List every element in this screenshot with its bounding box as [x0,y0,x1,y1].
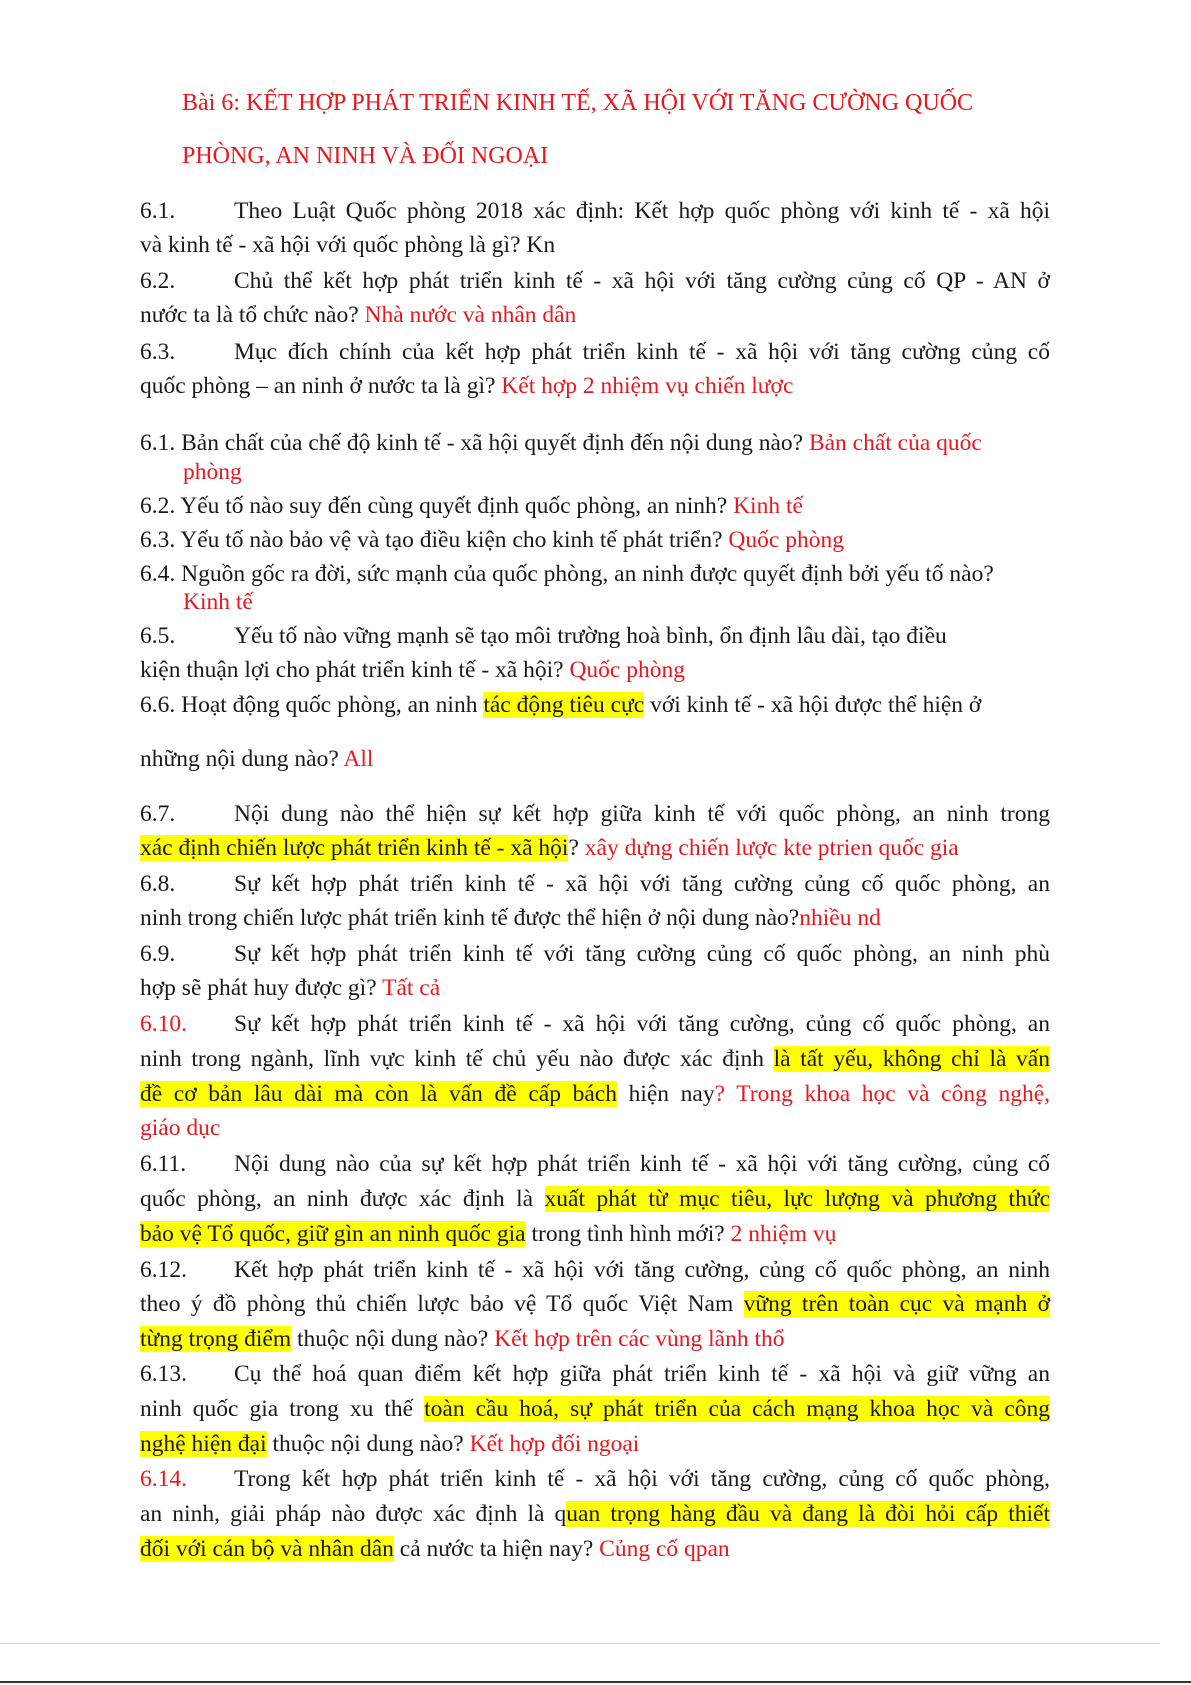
question-6-3-line-2 [140,369,793,403]
item-6-2 [140,489,803,523]
highlighted-text: tác động tiêu cực [483,692,645,718]
highlighted-text: bảo vệ Tổ quốc, giữ gìn an ninh quốc gia [140,1221,526,1247]
item-6-12-line-3 [140,1322,785,1356]
question-text: với kinh tế - xã hội được thể hiện ở [644,692,982,718]
question-text: ? [568,835,585,861]
item-6-1-answer-cont: phòng [183,459,242,485]
item-6-9-line-2 [140,971,440,1005]
question-text: Mục đích chính của kết hợp phát triển kinh tế - xã hội với tăng cường củng cố [234,339,1050,365]
question-6-1-line-1 [140,194,1050,228]
question-text: Theo Luật Quốc phòng 2018 xác định: Kết hợp quốc phòng với kinh tế - xã hội [234,198,1050,224]
question-text: Cụ thể hoá quan điểm kết hợp giữa phát triển kinh tế - xã hội và giữ vững an [234,1361,1050,1387]
item-6-8-line-1 [140,867,1050,901]
item-6-9-line-1 [140,937,1050,971]
question-text: thuộc nội dung nào? [266,1431,470,1457]
question-number: 6.12. [140,1257,187,1283]
question-6-2-line-2 [140,298,576,332]
item-6-5-line-1 [140,619,947,653]
question-text: Trong kết hợp phát triển kinh tế - xã hội với tăng cường, củng cố quốc phòng, [234,1466,1050,1492]
question-number: 6.9. [140,941,176,967]
item-6-13-line-1 [140,1357,1050,1391]
item-6-6-line-2 [140,742,373,776]
question-number: 6.11. [140,1151,187,1177]
item-6-12-line-1 [140,1253,1050,1287]
answer-text: Kinh tế [733,493,803,519]
item-6-11-line-3 [140,1217,836,1251]
answer-text: xây dựng chiến lược kte ptrien quốc gia [584,835,959,861]
question-number: 6.8. [140,871,176,897]
question-text: Yếu tố nào vững mạnh sẽ tạo môi trường hoà bình, ổn định lâu dài, tạo điều [234,623,947,649]
question-text: quốc phòng, an ninh được xác định là [140,1186,545,1212]
item-6-10-answer-cont: giáo dục [140,1115,221,1141]
item-6-4: 6.4. Nguồn gốc ra đời, sức mạnh của quốc phòng, an ninh được quyết định bởi yếu tố nào? [140,561,994,587]
lesson-title-line-1: Bài 6: KẾT HỢP PHÁT TRIỂN KINH TẾ, XÃ HỘI VỚI TĂNG CƯỜNG QUỐC [182,90,974,116]
question-text: 6.2. Yếu tố nào suy đến cùng quyết định quốc phòng, an ninh? [140,493,734,519]
question-6-1-line-2: và kinh tế - xã hội với quốc phòng là gì? Kn [140,232,556,258]
question-text: an ninh, giải pháp nào được xác định là q [140,1501,567,1527]
question-text: Sự kết hợp phát triển kinh tế với tăng cường củng cố quốc phòng, an ninh phù [234,941,1050,967]
highlighted-text: nghệ hiện đại [140,1431,267,1457]
question-6-3-line-1 [140,335,1050,369]
question-text: ninh trong ngành, lĩnh vực kinh tế chủ yếu nào được xác định [140,1046,774,1072]
question-text: ninh trong chiến lược phát triển kinh tế được thể hiện ở nội dung nào? [140,905,800,931]
answer-text: nhiều nd [799,905,881,931]
question-text: quốc phòng – an ninh ở nước ta là gì? [140,373,502,399]
item-6-10-line-2 [140,1042,1050,1076]
question-number: 6.7. [140,801,176,827]
question-text: trong tình hình mới? [525,1221,731,1247]
highlighted-text: toàn cầu hoá, sự phát triển của cách mạng khoa học và công [424,1396,1051,1422]
question-text: nước ta là tổ chức nào? [140,302,365,328]
item-6-14-line-3 [140,1532,730,1566]
item-6-8-line-2 [140,901,881,935]
item-6-10-line-3 [140,1077,1050,1111]
question-number: 6.14. [140,1466,187,1492]
question-6-2-line-1 [140,264,1050,298]
page-bottom-edge [0,1681,1191,1683]
highlighted-text: uan trọng hàng đầu và đang là đòi hỏi cấp thiết [566,1501,1050,1527]
item-6-13-line-2 [140,1392,1050,1426]
item-6-7-line-1 [140,797,1050,831]
highlighted-text: là tất yếu, không chỉ là vấn [773,1046,1050,1072]
answer-text: All [343,746,374,772]
answer-text: Kết hợp trên các vùng lãnh thổ [494,1326,785,1352]
question-text: Sự kết hợp phát triển kinh tế - xã hội với tăng cường củng cố quốc phòng, an [234,871,1050,897]
item-6-11-line-1 [140,1147,1050,1181]
answer-text: Bản chất của quốc [808,430,982,456]
answer-text: ? Trong khoa học và công nghệ, [714,1081,1051,1107]
highlighted-text: vững trên toàn cục và mạnh ở [743,1291,1050,1317]
question-text: những nội dung nào? [140,746,344,772]
item-6-11-line-2 [140,1182,1050,1216]
question-number: 6.5. [140,623,176,649]
question-text: ninh quốc gia trong xu thế [140,1396,425,1422]
question-text: cả nước ta hiện nay? [393,1536,600,1562]
question-text: hợp sẽ phát huy được gì? [140,975,383,1001]
answer-text: Kết hợp đối ngoại [469,1431,640,1457]
item-6-5-line-2 [140,653,685,687]
question-number: 6.13. [140,1361,187,1387]
answer-text: 2 nhiệm vụ [730,1221,837,1247]
footer-divider [0,1643,1160,1644]
highlighted-text: xuất phát từ mục tiêu, lực lượng và phương thức [544,1186,1051,1212]
item-6-14-line-1 [140,1462,1050,1496]
question-text: Chủ thể kết hợp phát triển kinh tế - xã hội với tăng cường củng cố QP - AN ở [234,268,1050,294]
question-text: Nội dung nào của sự kết hợp phát triển kinh tế - xã hội với tăng cường, củng cố [234,1151,1050,1177]
item-6-4-answer: Kinh tế [183,589,253,615]
item-6-13-line-3 [140,1427,639,1461]
item-6-3 [140,523,844,557]
question-text: thuộc nội dung nào? [291,1326,495,1352]
highlighted-text: đề cơ bản lâu dài mà còn là vấn đề cấp bách [140,1081,617,1107]
highlighted-text: xác định chiến lược phát triển kinh tế - xã hội [140,835,569,861]
question-number: 6.1. [140,198,176,224]
question-text: Nội dung nào thể hiện sự kết hợp giữa kinh tế với quốc phòng, an ninh trong [234,801,1050,827]
question-number: 6.10. [140,1011,187,1037]
answer-text: Củng cố qpan [599,1536,730,1562]
item-6-6-line-1 [140,688,981,722]
answer-text: Nhà nước và nhân dân [364,302,577,328]
question-number: 6.2. [140,268,176,294]
item-6-12-line-2 [140,1287,1050,1321]
question-text: hiện nay [616,1081,715,1107]
answer-text: Tất cả [382,975,441,1001]
answer-text: Quốc phòng [728,527,844,553]
question-text: kiện thuận lợi cho phát triển kinh tế - xã hội? [140,657,570,683]
question-number: 6.3. [140,339,176,365]
highlighted-text: đối với cán bộ và nhân dân [140,1536,394,1562]
lesson-title-line-2: PHÒNG, AN NINH VÀ ĐỐI NGOẠI [182,143,549,169]
question-text: theo ý đồ phòng thủ chiến lược bảo vệ Tổ quốc Việt Nam [140,1291,744,1317]
item-6-14-line-2 [140,1497,1050,1531]
question-text: Kết hợp phát triển kinh tế - xã hội với tăng cường, củng cố quốc phòng, an ninh [234,1257,1050,1283]
question-text: 6.1. Bản chất của chế độ kinh tế - xã hội quyết định đến nội dung nào? [140,430,809,456]
question-text: 6.6. Hoạt động quốc phòng, an ninh [140,692,484,718]
item-6-7-line-2 [140,831,959,865]
item-6-10-line-1 [140,1007,1050,1041]
item-6-1 [140,426,982,460]
answer-text: Kết hợp 2 nhiệm vụ chiến lược [501,373,794,399]
question-text: 6.3. Yếu tố nào bảo vệ và tạo điều kiện cho kinh tế phát triển? [140,527,729,553]
answer-text: Quốc phòng [569,657,685,683]
highlighted-text: từng trọng điểm [140,1326,292,1352]
question-text: Sự kết hợp phát triển kinh tế - xã hội với tăng cường, củng cố quốc phòng, an [234,1011,1050,1037]
